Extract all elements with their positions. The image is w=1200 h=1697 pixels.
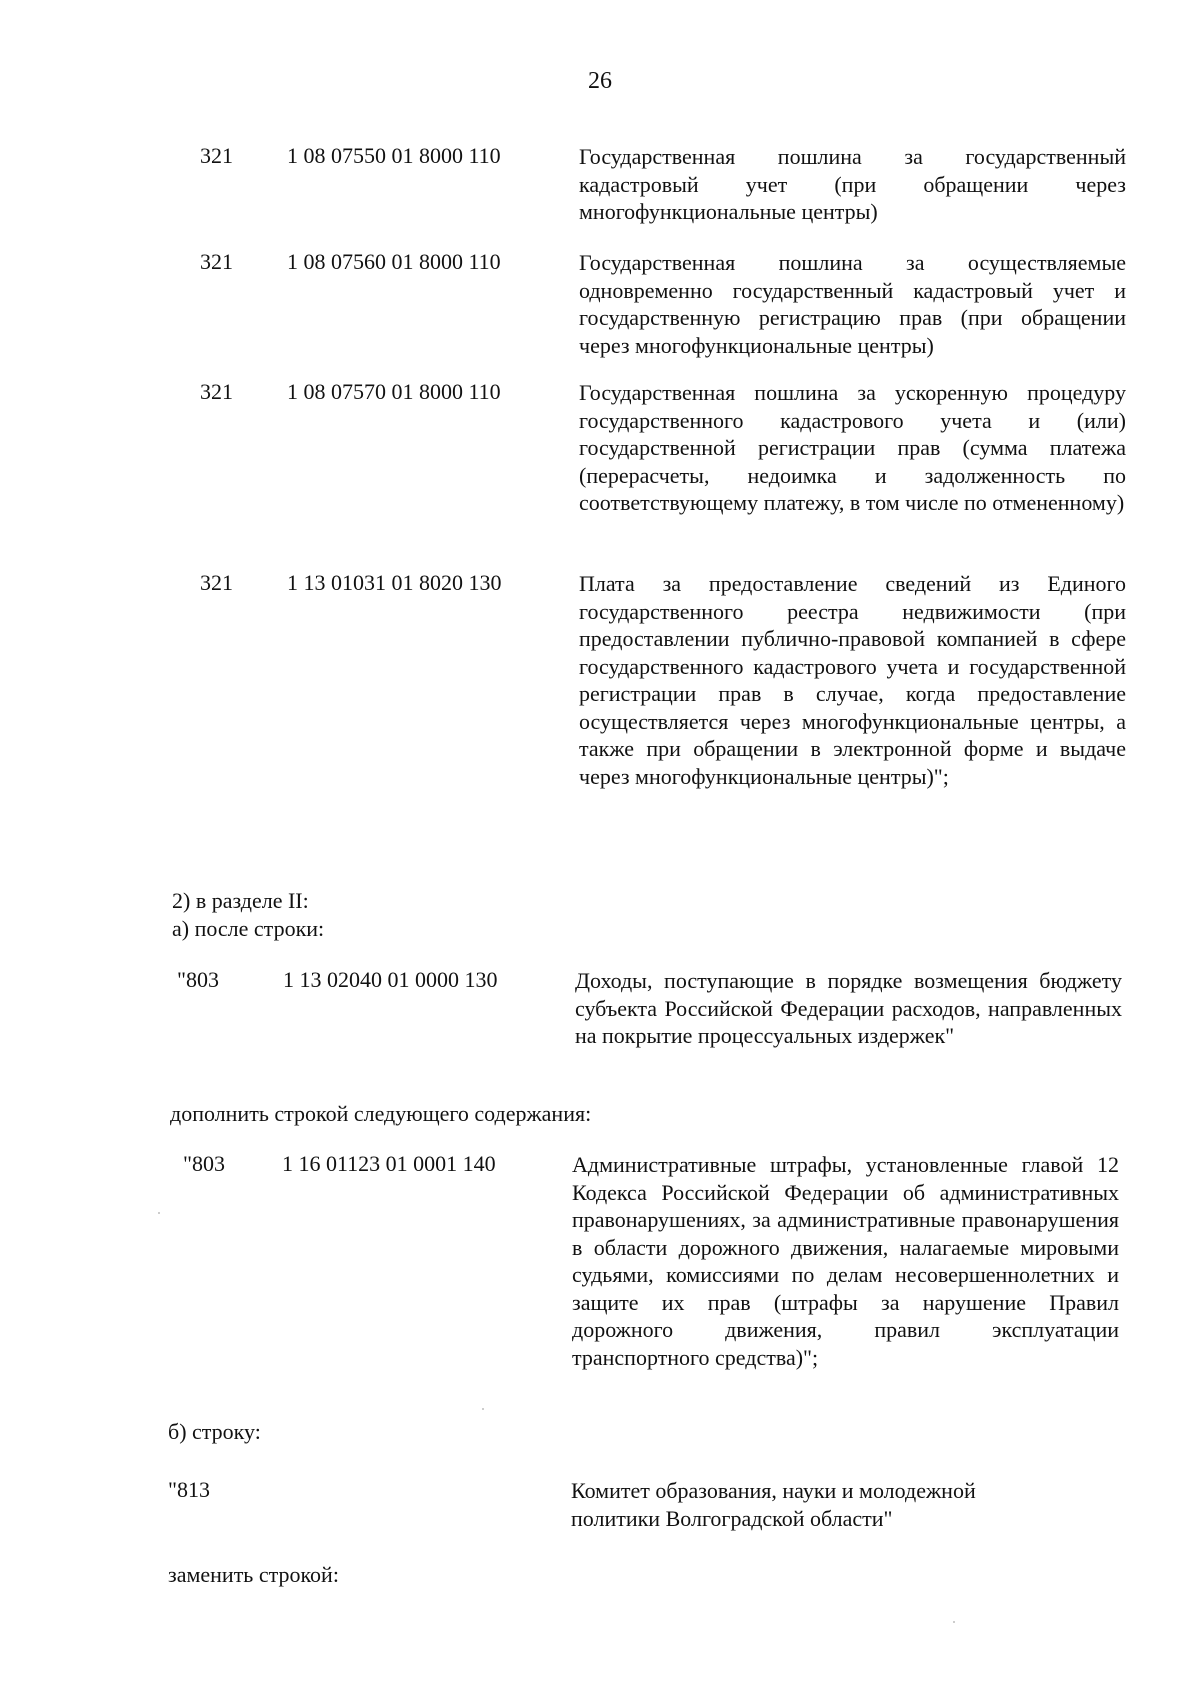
scan-speck <box>953 1621 955 1623</box>
revenue-description: Государственная пошлина за ускоренную процедуру государственного кадастрового учета и (или) государственной регистрации прав (сумма платежа (перерасчеты, недоимка и задолженность по соответствующему платежу, в том числе по отмененному) <box>579 380 1126 515</box>
budget-classification-code: 1 08 07550 01 8000 110 <box>287 143 501 168</box>
revenue-description: Государственная пошлина за государственный кадастровый учет (при обращении через многофункциональные центры) <box>579 144 1126 224</box>
admin-code: 321 <box>200 249 233 274</box>
revenue-description: Доходы, поступающие в порядке возмещения бюджету субъекта Российской Федерации расходов, направленных на покрытие процессуальных издержек" <box>575 968 1122 1048</box>
admin-code: "813 <box>168 1477 210 1502</box>
scan-speck <box>158 1212 160 1214</box>
scan-speck <box>482 1408 484 1410</box>
admin-code: 321 <box>200 570 233 595</box>
committee-description <box>571 1477 1091 1532</box>
replace-instruction: заменить строкой: <box>168 1562 339 1587</box>
supplement-instruction: дополнить строкой следующего содержания: <box>170 1101 592 1126</box>
subsection-b-heading: б) строку: <box>168 1419 261 1444</box>
admin-code: 321 <box>200 379 233 404</box>
budget-classification-code: 1 16 01123 01 0001 140 <box>282 1151 496 1176</box>
budget-classification-code: 1 08 07570 01 8000 110 <box>287 379 501 404</box>
revenue-description: Государственная пошлина за осуществляемые одновременно государственный кадастровый учет и государственную регистрацию прав (при обращении через многофункциональные центры) <box>579 250 1126 358</box>
admin-code: "803 <box>183 1151 225 1176</box>
budget-classification-code: 1 13 02040 01 0000 130 <box>283 967 498 992</box>
committee-description-line-2: политики Волгоградской области" <box>571 1505 893 1531</box>
revenue-description: Плата за предоставление сведений из Единого государственного реестра недвижимости (при предоставлении публично-правовой компанией в сфере государственного кадастрового учета и государственной регистрации прав в случае, когда предоставление осуществляется через многофункциональные центры, а также при обращении в электронной форме и выдаче через многофункциональные центры)"; <box>579 571 1126 789</box>
admin-code: "803 <box>177 967 219 992</box>
subsection-a-heading: а) после строки: <box>172 916 325 941</box>
admin-code: 321 <box>200 143 233 168</box>
page-number: 26 <box>588 68 612 94</box>
committee-description-line-1: Комитет образования, науки и молодежной <box>571 1478 976 1503</box>
section-heading: 2) в разделе II: <box>172 888 309 913</box>
revenue-description: Административные штрафы, установленные главой 12 Кодекса Российской Федерации об административных правонарушениях, за административные правонарушения в области дорожного движения, налагаемые мировыми судьями, комиссиями по делам несовершеннолетних и защите их прав (штрафы за нарушение Правил дорожного движения, правил эксплуатации транспортного средства)"; <box>572 1152 1119 1370</box>
budget-classification-code: 1 13 01031 01 8020 130 <box>287 570 502 595</box>
budget-classification-code: 1 08 07560 01 8000 110 <box>287 249 501 274</box>
